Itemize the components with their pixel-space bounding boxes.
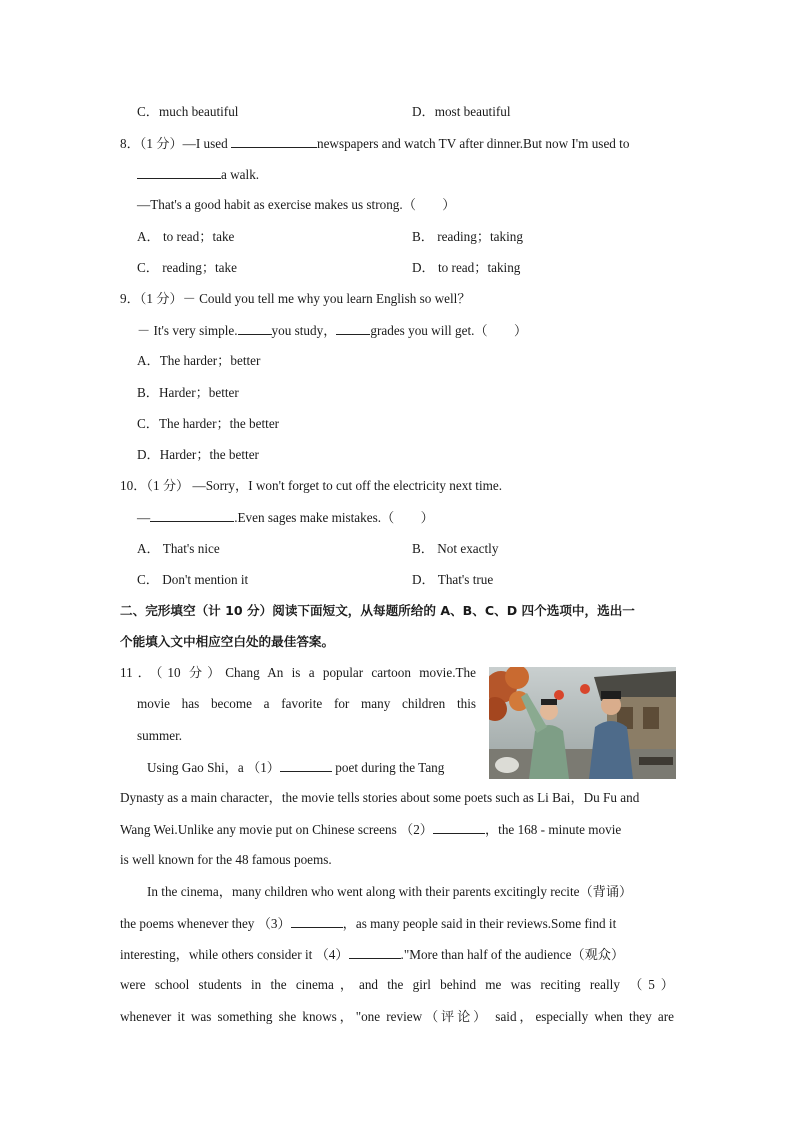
answer-blank [433, 820, 485, 834]
option-a: A． That's nice [137, 541, 220, 556]
stem-text: newspapers and watch TV after dinner.But now I'm used to [316, 136, 630, 151]
passage-line [120, 820, 621, 839]
stem-text: 8．（1 分）—I used [120, 136, 231, 151]
passage-line: Dynasty as a main character，the movie tells stories about some poets such as Li Bai，Du Fu and [120, 790, 640, 805]
stem-text: the poems whenever they （3） [120, 916, 291, 931]
passage-line: were school students in the cinema，and the girl behind me was reciting really （5） [120, 977, 674, 992]
option-b: B． reading；taking [412, 229, 523, 244]
passage-line [147, 758, 444, 777]
passage-line: is well known for the 48 famous poems. [120, 852, 332, 867]
question-10-reply [137, 508, 434, 527]
option-d: D．Harder；the better [137, 447, 259, 462]
passage-line: summer. [137, 728, 183, 743]
question-8-stem [120, 134, 629, 153]
option-b: B． Not exactly [412, 541, 499, 556]
stem-text: interesting，while others consider it （4） [120, 947, 349, 962]
passage-line [120, 914, 616, 933]
question-8-reply: —That's a good habit as exercise makes us strong.（ ） [137, 197, 456, 212]
option-a: A． to read；take [137, 229, 235, 244]
passage-line: whenever it was something she knows，"one review（评论） said，especially when they are [120, 1009, 674, 1024]
option-d: D． That's true [412, 572, 494, 587]
movie-still-illustration-icon [489, 667, 676, 779]
answer-blank [137, 165, 221, 179]
section-heading: 二、完形填空（计 10 分）阅读下面短文，从每题所给的 A、B、C、D 四个选项中，选出一 [120, 603, 635, 618]
section-heading-line2: 个能填入文中相应空白处的最佳答案。 [120, 634, 335, 649]
stem-text: a walk. [221, 167, 260, 182]
option-c: C． reading；take [137, 260, 237, 275]
answer-blank [231, 134, 317, 148]
answer-blank [150, 508, 234, 522]
question-9-stem: 9．（1 分）－ Could you tell me why you learn English so well？ [120, 291, 471, 306]
stem-text: － It's very simple. [137, 323, 238, 338]
option-a: A．The harder；better [137, 353, 261, 368]
stem-text: ，as many people said in their reviews.Some find it [342, 916, 617, 931]
question-10-stem: 10．（1 分） —Sorry，I won't forget to cut off the electricity next time. [120, 478, 503, 493]
passage-line: 11．（10 分）Chang An is a popular cartoon movie.The [120, 665, 476, 680]
stem-text: ，the 168 - minute movie [484, 822, 622, 837]
question-9-reply [137, 321, 527, 340]
answer-blank [280, 758, 332, 772]
answer-blank [349, 945, 401, 959]
passage-line: In the cinema，many children who went along with their parents excitingly recite（背诵） [147, 884, 633, 899]
stem-text: — [137, 510, 151, 525]
answer-blank [291, 914, 343, 928]
stem-text: grades you will get.（ ） [370, 323, 528, 338]
option-d: D． to read；taking [412, 260, 521, 275]
question-8-stem-line2 [137, 165, 259, 184]
option-c: C． Don't mention it [137, 572, 249, 587]
stem-text: you study， [271, 323, 337, 338]
stem-text: Using Gao Shi，a （1） [147, 760, 280, 775]
option-d: D．most beautiful [412, 104, 511, 119]
stem-text: Wang Wei.Unlike any movie put on Chinese screens （2） [120, 822, 433, 837]
stem-text: poet during the Tang [331, 760, 445, 775]
option-c: C．much beautiful [137, 104, 239, 119]
passage-line [120, 945, 624, 964]
answer-blank [238, 321, 272, 335]
option-b: B．Harder；better [137, 385, 239, 400]
option-c: C．The harder；the better [137, 416, 280, 431]
stem-text: ."More than half of the audience（观众） [400, 947, 625, 962]
answer-blank [336, 321, 370, 335]
passage-line: movie has become a favorite for many children this [137, 696, 476, 711]
stem-text: .Even sages make mistakes.（ ） [234, 510, 434, 525]
